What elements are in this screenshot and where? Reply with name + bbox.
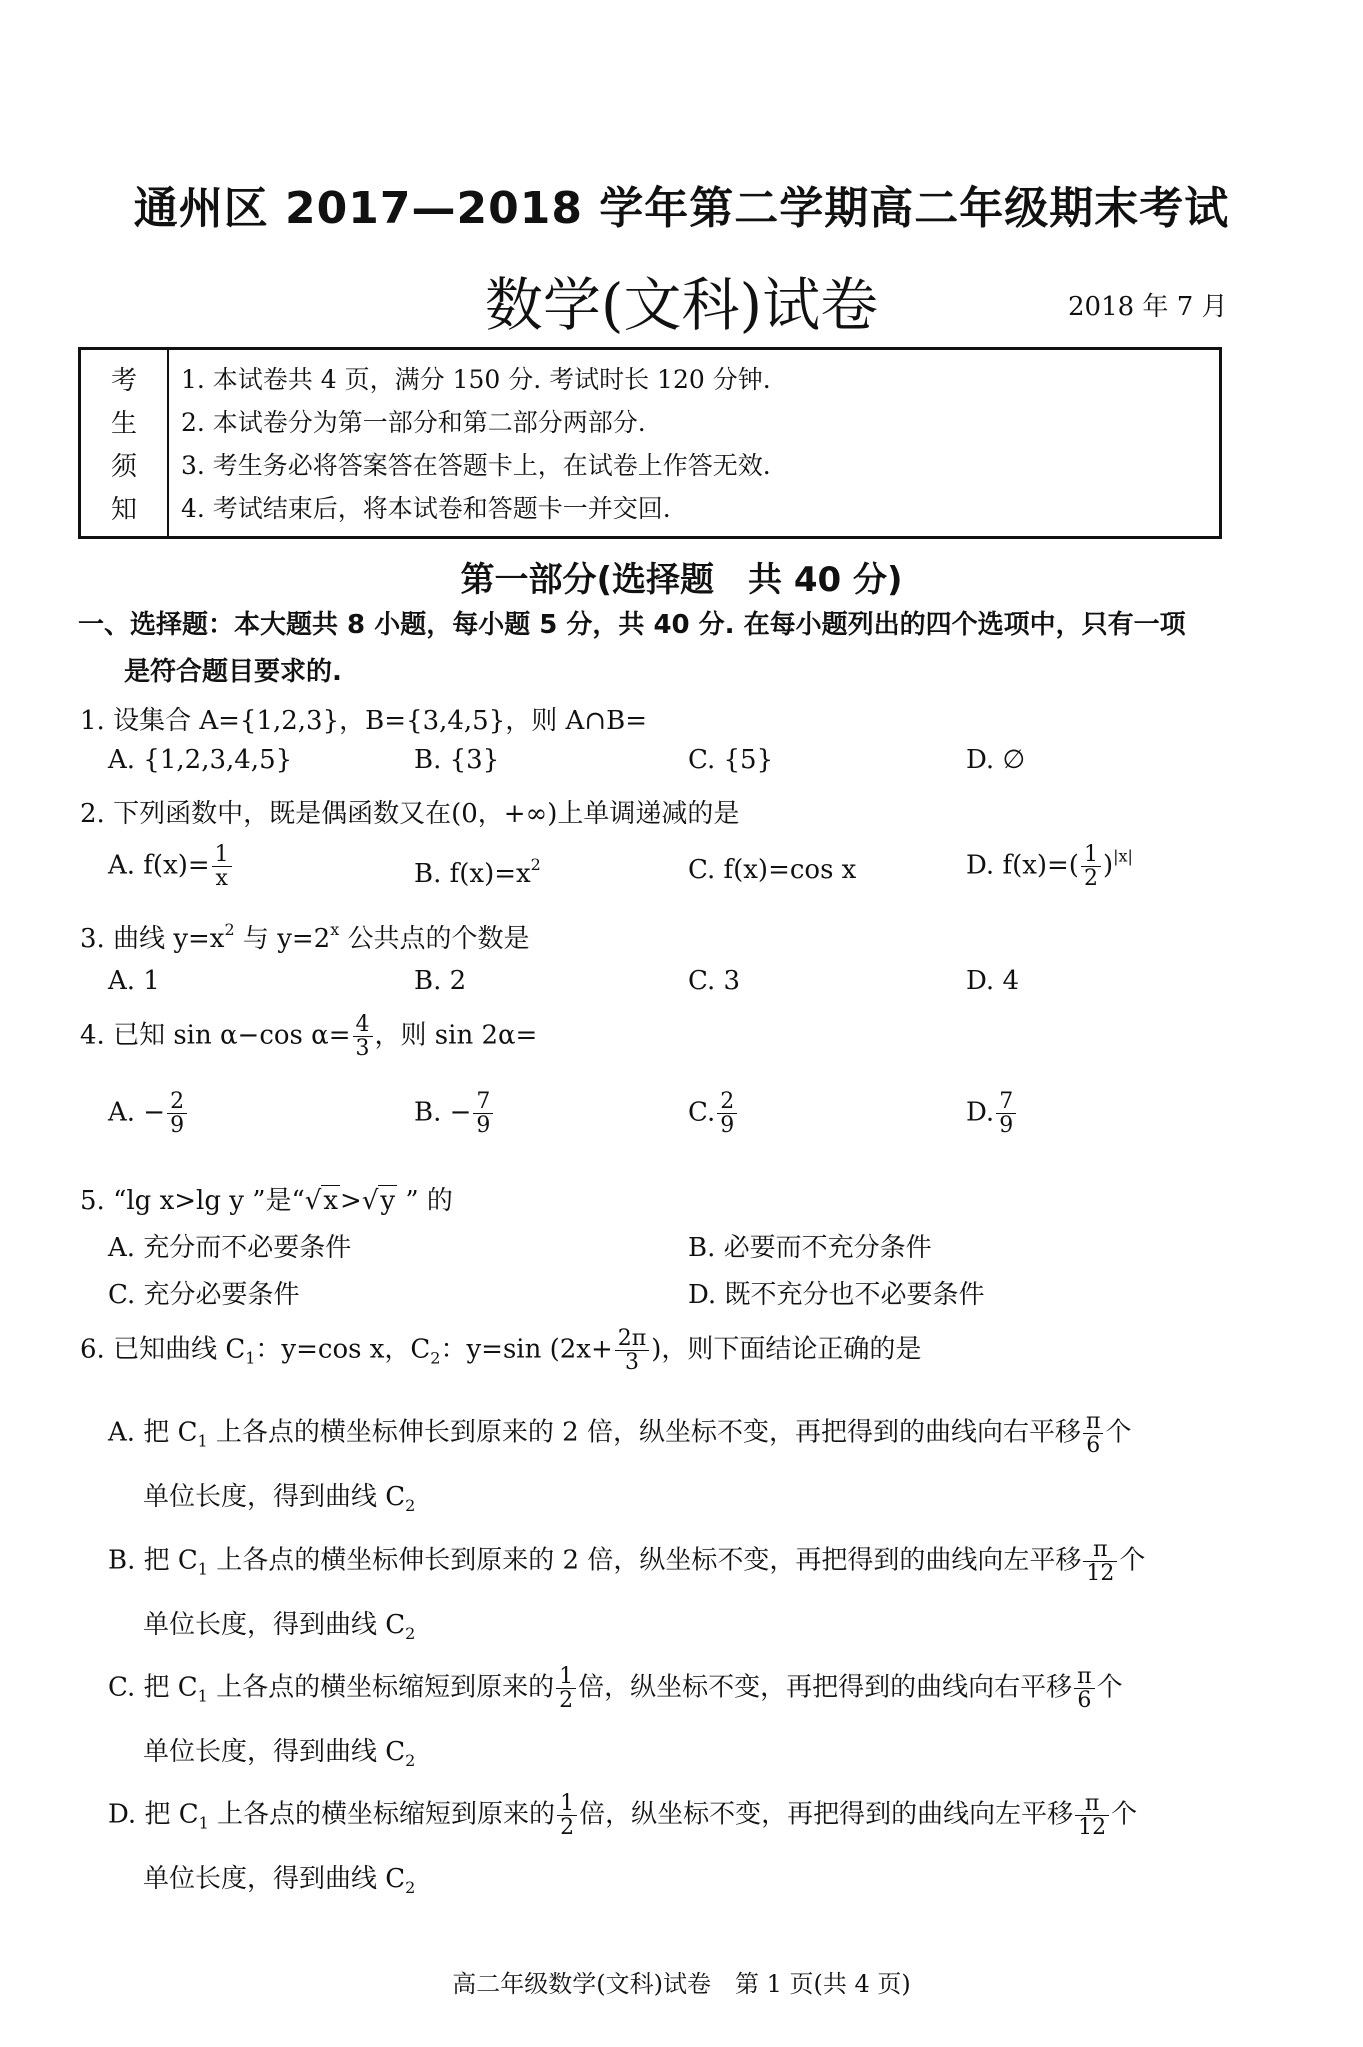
question-6-option-c-continued [143,1731,415,1770]
subscript: 1 [197,1431,208,1451]
fraction [1083,1410,1103,1457]
stem-text: ，则 sin 2α= [374,1020,538,1051]
fraction-denominator: 12 [1086,1561,1115,1587]
option-text: A. f(x)= [108,850,210,881]
sqrt-radicand: y [380,1186,396,1216]
notice-item: 3. 考生务必将答案答在答题卡上，在试卷上作答无效. [181,451,771,480]
question-1-option-a: A. {1,2,3,4,5} [108,745,293,775]
stem-text: )，则下面结论正确的是 [651,1334,922,1365]
exam-subtitle: 数学(文科)试卷 [484,271,879,339]
fraction-denominator: 12 [1078,1815,1107,1841]
fraction [473,1090,493,1137]
fraction-denominator: 9 [999,1113,1014,1139]
stem-text: ” 的 [397,1186,453,1216]
fraction-denominator: 3 [355,1036,370,1062]
fraction [717,1090,737,1137]
question-4-option-a [108,1090,189,1137]
fraction-numerator: 7 [473,1090,493,1114]
fraction-numerator: 1 [556,1665,576,1689]
question-3-option-c: C. 3 [688,966,741,996]
question-6-option-d [108,1792,1137,1839]
option-text: 个 [1119,1545,1146,1576]
fraction [556,1665,576,1712]
question-4-option-c [688,1090,739,1137]
notice-box [78,347,1222,539]
stem-text: ：y=cos x，C [255,1334,431,1365]
fraction-denominator: 2 [560,1815,575,1841]
question-3-option-b: B. 2 [414,966,467,996]
option-text: 个 [1105,1417,1132,1448]
question-6-option-c [108,1665,1123,1712]
fraction [557,1792,577,1839]
superscript: 2 [530,855,541,874]
question-3-stem [80,918,530,955]
question-1-option-b: B. {3} [414,745,500,775]
question-4-option-d [966,1090,1018,1137]
superscript: |x| [1113,846,1133,866]
stem-text: 与 y=2 [234,924,331,954]
subscript: 2 [405,1878,416,1897]
fraction-numerator: 2 [717,1090,737,1114]
subscript: 2 [405,1496,416,1515]
subscript: 2 [405,1624,416,1643]
question-6-option-a [108,1410,1131,1457]
option-text: 倍，纵坐标不变，再把得到的曲线向右平移 [578,1672,1073,1703]
question-2-option-c: C. f(x)=cos x [688,855,857,885]
section-instruction: 是符合题目要求的. [124,657,342,687]
section-instruction: 一、选择题：本大题共 8 小题，每小题 5 分，共 40 分. 在每小题列出的四个选项中，只有一项 [78,610,1186,640]
fraction [1074,1665,1094,1712]
subscript: 1 [245,1348,256,1368]
stem-text: ：y=sin (2x+ [440,1334,613,1365]
option-text: C. 把 C [108,1672,198,1703]
option-text: D. f(x)=( [966,850,1079,881]
subscript: 1 [197,1559,208,1579]
notice-side-char: 生 [110,409,137,439]
question-4-stem [80,1013,537,1060]
question-2-stem: 2. 下列函数中，既是偶函数又在(0，+∞)上单调递减的是 [80,799,740,829]
subscript: 2 [430,1348,441,1368]
option-text: A. − [108,1097,166,1128]
fraction-numerator: π [1074,1665,1094,1689]
fraction-numerator: π [1083,1410,1103,1434]
subscript: 2 [405,1751,416,1770]
stem-text: 3. 曲线 y=x [80,924,225,954]
fraction-denominator: 6 [1086,1433,1101,1459]
fraction [1081,843,1101,890]
question-6-stem [80,1327,921,1374]
fraction-numerator: 2 [167,1090,187,1114]
notice-side-char: 须 [110,452,137,482]
option-text: A. 把 C [108,1417,198,1448]
question-4-option-b [414,1090,495,1137]
subscript: 1 [197,1686,208,1706]
question-3-option-d: D. 4 [966,966,1019,996]
fraction-numerator: 1 [1081,843,1101,867]
fraction-denominator: 6 [1077,1688,1092,1714]
superscript: x [330,920,340,939]
fraction-numerator: 4 [353,1013,373,1037]
option-text: 上各点的横坐标伸长到原来的 2 倍，纵坐标不变，再把得到的曲线向左平移 [207,1545,1082,1576]
fraction-denominator: x [215,866,228,892]
question-5-option-d: D. 既不充分也不必要条件 [688,1280,985,1310]
exam-title: 通州区 2017—2018 学年第二学期高二年级期末考试 [133,183,1230,234]
question-6-option-d-continued [143,1858,415,1897]
sqrt-radicand: x [323,1186,339,1216]
fraction-denominator: 2 [1083,866,1098,892]
exam-date: 2018 年 7 月 [1068,292,1228,322]
question-5-option-c: C. 充分必要条件 [108,1280,300,1310]
fraction-numerator: π [1083,1538,1117,1562]
question-2-option-d [966,843,1133,890]
fraction-numerator: 1 [557,1792,577,1816]
question-5-stem [80,1180,453,1217]
notice-side-char: 知 [110,495,137,525]
fraction [996,1090,1016,1137]
fraction [167,1090,187,1137]
question-1-option-c: C. {5} [688,745,774,775]
notice-item: 1. 本试卷共 4 页，满分 150 分. 考试时长 120 分钟. [181,365,771,394]
notice-item: 2. 本试卷分为第一部分和第二部分两部分. [181,408,646,437]
fraction-numerator: 7 [996,1090,1016,1114]
question-1-option-d: D. ∅ [966,745,1026,775]
fraction-numerator: π [1075,1792,1109,1816]
fraction [212,843,232,890]
option-text: 个 [1096,1672,1123,1703]
option-text: B. − [414,1097,472,1128]
fraction-denominator: 2 [559,1688,574,1714]
stem-text: 5. “lg x>lg y ”是“√ [80,1186,322,1216]
notice-item: 4. 考试结束后，将本试卷和答题卡一并交回. [181,494,671,523]
question-2-option-b [414,855,541,889]
option-text: 上各点的横坐标缩短到原来的 [208,1799,556,1830]
stem-text: 公共点的个数是 [339,924,530,954]
question-2-option-a [108,843,234,890]
question-6-option-b-continued [143,1604,415,1643]
section-title: 第一部分(选择题 共 40 分) [460,560,903,600]
question-3-option-a: A. 1 [108,966,160,996]
option-text: ) [1102,850,1114,881]
question-5-option-a: A. 充分而不必要条件 [108,1233,352,1263]
stem-text: 4. 已知 sin α−cos α= [80,1020,351,1051]
fraction-numerator: 2π [615,1327,649,1351]
option-text: 个 [1111,1799,1138,1830]
fraction-numerator: 1 [212,843,232,867]
option-text: 上各点的横坐标伸长到原来的 2 倍，纵坐标不变，再把得到的曲线向右平移 [207,1417,1081,1448]
fraction [353,1013,373,1060]
option-text: 单位长度，得到曲线 C [143,1482,406,1512]
option-text: B. 把 C [108,1545,198,1576]
fraction-denominator: 9 [720,1113,735,1139]
option-text: 上各点的横坐标缩短到原来的 [207,1672,555,1703]
fraction [1083,1538,1117,1585]
question-6-option-b [108,1538,1145,1585]
option-text: 单位长度，得到曲线 C [143,1737,406,1767]
page-footer: 高二年级数学(文科)试卷 第 1 页(共 4 页) [452,1970,911,1998]
fraction [1075,1792,1109,1839]
superscript: 2 [224,920,235,939]
option-text: D. 把 C [108,1799,199,1830]
notice-side-char: 考 [110,366,137,396]
option-text: 单位长度，得到曲线 C [143,1864,406,1894]
fraction-denominator: 9 [476,1113,491,1139]
subscript: 1 [198,1813,209,1833]
option-text: D. [966,1097,995,1128]
question-1-stem: 1. 设集合 A={1,2,3}，B={3,4,5}，则 A∩B= [80,706,647,736]
notice-side-column [81,350,169,536]
option-text: 倍，纵坐标不变，再把得到的曲线向左平移 [579,1799,1074,1830]
fraction-denominator: 9 [170,1113,185,1139]
question-5-option-b: B. 必要而不充分条件 [688,1233,932,1263]
option-text: B. f(x)=x [414,859,531,889]
stem-text: >√ [340,1186,379,1216]
stem-text: 6. 已知曲线 C [80,1334,246,1365]
option-text: 单位长度，得到曲线 C [143,1610,406,1640]
fraction-denominator: 3 [624,1350,639,1376]
question-6-option-a-continued [143,1476,415,1515]
fraction [615,1327,649,1374]
option-text: C. [688,1097,716,1128]
